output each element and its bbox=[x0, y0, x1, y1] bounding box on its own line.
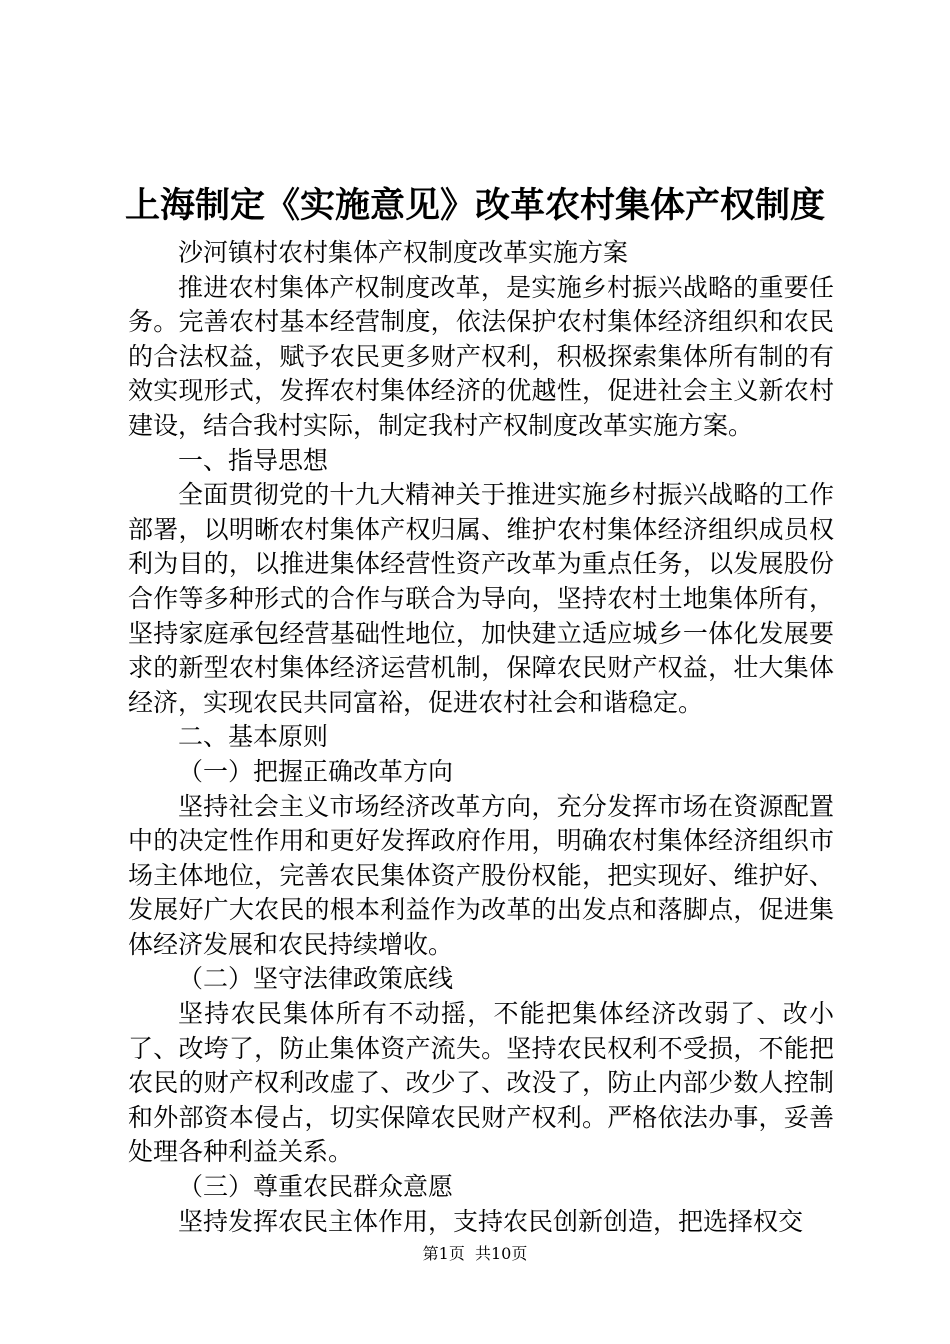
subheading-direction: （一）把握正确改革方向 bbox=[178, 756, 454, 786]
subheading-farmers-will: （三）尊重农民群众意愿 bbox=[178, 1172, 454, 1202]
document-body bbox=[128, 236, 834, 1239]
section-heading-basic-principles: 二、基本原则 bbox=[178, 722, 329, 752]
paragraph-intro: 推进农村集体产权制度改革，是实施乡村振兴战略的重要任务。完善农村基本经营制度，依法保护农村集体经济组织和农民的合法权益，赋予农民更多财产权利，积极探索集体所有制的有效实现形式，发挥农村集体经济的优越性，促进社会主义新农村建设，结合我村实际，制定我村产权制度改革实施方案。 bbox=[128, 272, 834, 440]
subheading-legal-bottom-line: （二）坚守法律政策底线 bbox=[178, 964, 454, 994]
paragraph-legal-bottom-line: 坚持农民集体所有不动摇，不能把集体经济改弱了、改小了、改垮了，防止集体资产流失。坚持农民权利不受损，不能把农民的财产权利改虚了、改少了、改没了，防止内部少数人控制和外部资本侵占，切实保障农民财产权利。严格依法办事，妥善处理各种利益关系。 bbox=[128, 999, 834, 1167]
paragraph-guiding-thought: 全面贯彻党的十九大精神关于推进实施乡村振兴战略的工作部署，以明晰农村集体产权归属、维护农村集体经济组织成员权利为目的，以推进集体经营性资产改革为重点任务，以发展股份合作等多种形式的合作与联合为导向，坚持农村土地集体所有，坚持家庭承包经营基础性地位，加快建立适应城乡一体化发展要求的新型农村集体经济运营机制，保障农民财产权益，壮大集体经济，实现农民共同富裕，促进农村社会和谐稳定。 bbox=[128, 480, 834, 717]
section-heading-guiding-thought: 一、指导思想 bbox=[178, 445, 329, 475]
document-title: 上海制定《实施意见》改革农村集体产权制度 bbox=[124, 185, 825, 226]
page-footer: 第1页 共10页 bbox=[422, 1244, 528, 1263]
paragraph-farmers-will: 坚持发挥农民主体作用，支持农民创新创造，把选择权交 bbox=[178, 1206, 804, 1236]
paragraph-subtitle: 沙河镇村农村集体产权制度改革实施方案 bbox=[178, 238, 629, 267]
paragraph-direction: 坚持社会主义市场经济改革方向，充分发挥市场在资源配置中的决定性作用和更好发挥政府作用，明确农村集体经济组织市场主体地位，完善农民集体资产股份权能，把实现好、维护好、发展好广大农民的根本利益作为改革的出发点和落脚点，促进集体经济发展和农民持续增收。 bbox=[128, 791, 834, 959]
